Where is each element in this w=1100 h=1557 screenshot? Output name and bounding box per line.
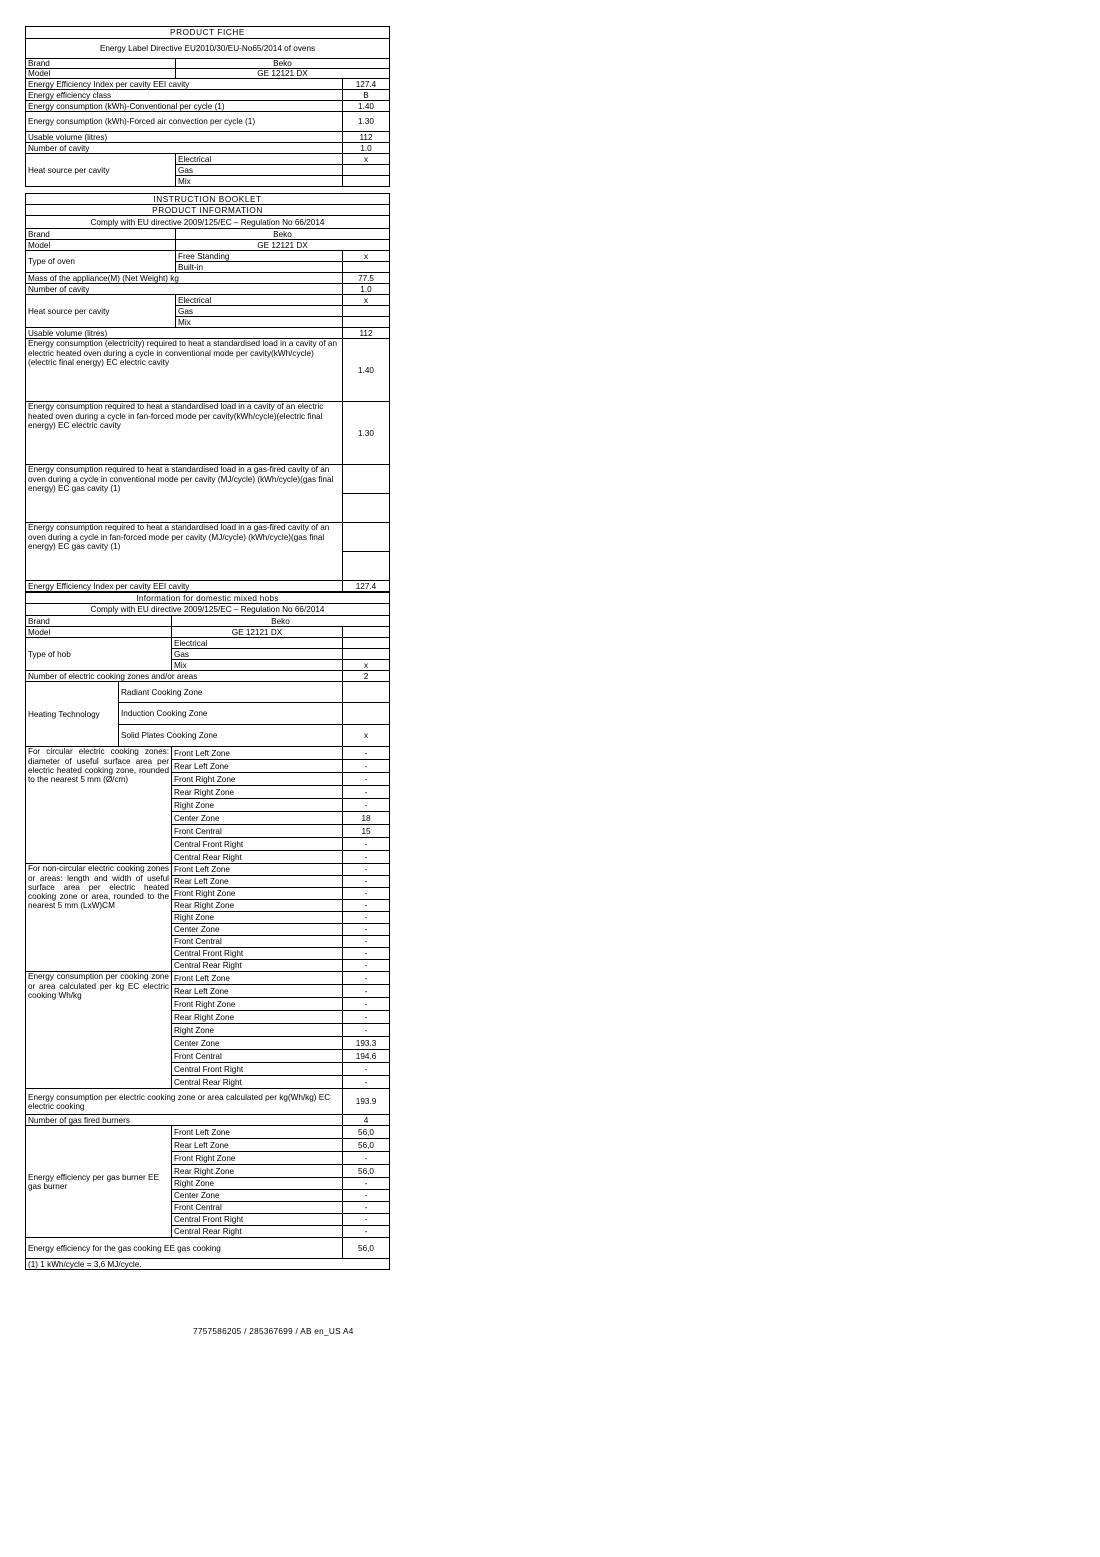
zone-value: - <box>343 985 390 998</box>
zone-value: - <box>343 1011 390 1024</box>
zone-label: Central Rear Right <box>172 851 343 864</box>
mass-label: Mass of the appliance(M) (Net Weight) kg <box>26 273 343 284</box>
energy-information-sheet <box>25 26 389 1270</box>
product-fiche-table <box>25 26 390 187</box>
gas-value <box>343 165 390 176</box>
gas-conventional-label: Energy consumption required to heat a standardised load in a gas-fired cavity of an oven during a cycle in conventional mode per cavity (MJ/cycle) (kWh/cycle)(gas final energy) EC gas cavity (1) <box>26 465 343 523</box>
zone-label: Central Front Right <box>172 948 343 960</box>
brand-label: Brand <box>26 59 176 69</box>
zone-value: - <box>343 1202 390 1214</box>
zone-value: - <box>343 864 390 876</box>
model-value: GE 12121 DX <box>172 627 343 638</box>
zone-label: Front Left Zone <box>172 1126 343 1139</box>
gas-fan-mj-value <box>343 523 390 552</box>
zone-label: Front Central <box>172 825 343 838</box>
free-standing-value: x <box>343 251 390 262</box>
zone-label: Front Left Zone <box>172 972 343 985</box>
zone-value: - <box>343 960 390 972</box>
zone-label: Central Front Right <box>172 1063 343 1076</box>
model-label: Model <box>26 69 176 79</box>
gas-fan-label: Energy consumption required to heat a standardised load in a gas-fired cavity of an oven during a cycle in fan-forced mode per cavity (MJ/cycle) (kWh/cycle)(gas final energy) EC gas cavity (1) <box>26 523 343 581</box>
mix-label: Mix <box>176 176 343 187</box>
booklet-comply: Comply with EU directive 2009/125/EC – Regulation No 66/2014 <box>26 216 390 229</box>
gas-value <box>343 649 390 660</box>
zone-value: 194.6 <box>343 1050 390 1063</box>
eei-value: 127.4 <box>343 581 390 592</box>
class-label: Energy efficiency class <box>26 90 343 101</box>
noncircular-zones-label: For non-circular electric cooking zones or areas: length and width of useful surface area per electric heated cooking zone or area, rounded to the nearest 5 mm (LxW)CM <box>26 864 172 972</box>
mix-label: Mix <box>172 660 343 671</box>
zone-value: - <box>343 773 390 786</box>
zone-label: Front Central <box>172 1202 343 1214</box>
zone-label: Front Left Zone <box>172 864 343 876</box>
heat-source-label: Heat source per cavity <box>26 295 176 328</box>
eei-value: 127.4 <box>343 79 390 90</box>
document-code: 7757586205 / 285367699 / AB en_US A4 <box>193 1327 354 1336</box>
zone-label: Front Central <box>172 936 343 948</box>
zones-count-label: Number of electric cooking zones and/or areas <box>26 671 343 682</box>
built-in-label: Built-in <box>176 262 343 273</box>
radiant-value <box>343 682 390 703</box>
booklet-title: INSTRUCTION BOOKLET <box>26 194 390 205</box>
zone-label: Rear Left Zone <box>172 876 343 888</box>
zone-value: - <box>343 747 390 760</box>
zone-value: - <box>343 1152 390 1165</box>
zone-label: Rear Right Zone <box>172 1165 343 1178</box>
average-consumption-value: 193.9 <box>343 1089 390 1115</box>
mix-label: Mix <box>176 317 343 328</box>
zone-label: Center Zone <box>172 1037 343 1050</box>
zone-label: Center Zone <box>172 924 343 936</box>
heating-technology-label: Heating Technology <box>26 682 119 747</box>
gas-efficiency-label: Energy efficiency per gas burner EE gas burner <box>26 1126 172 1238</box>
zone-label: Rear Left Zone <box>172 985 343 998</box>
brand-value: Beko <box>176 229 390 240</box>
zone-value: - <box>343 972 390 985</box>
model-value: GE 12121 DX <box>176 69 390 79</box>
cavities-label: Number of cavity <box>26 143 343 154</box>
gas-label: Gas <box>172 649 343 660</box>
gas-label: Gas <box>176 165 343 176</box>
zone-label: Central Front Right <box>172 838 343 851</box>
zone-value: 18 <box>343 812 390 825</box>
zone-value: - <box>343 1190 390 1202</box>
zone-label: Rear Left Zone <box>172 1139 343 1152</box>
brand-value: Beko <box>176 59 390 69</box>
cavities-value: 1.0 <box>343 143 390 154</box>
zone-value: - <box>343 786 390 799</box>
fiche-directive: Energy Label Directive EU2010/30/EU-No65/2014 of ovens <box>26 39 390 59</box>
zone-label: Front Left Zone <box>172 747 343 760</box>
mass-value: 77.5 <box>343 273 390 284</box>
gas-label: Gas <box>176 306 343 317</box>
hob-type-label: Type of hob <box>26 638 172 671</box>
zone-value: - <box>343 998 390 1011</box>
brand-label: Brand <box>26 616 172 627</box>
conventional-label: Energy consumption (kWh)-Conventional per cycle (1) <box>26 101 343 112</box>
zone-label: Rear Right Zone <box>172 900 343 912</box>
zone-value: - <box>343 1076 390 1089</box>
brand-value: Beko <box>172 616 390 627</box>
electrical-value: x <box>343 295 390 306</box>
gas-cooking-efficiency-value: 56,0 <box>343 1238 390 1259</box>
zone-value: - <box>343 948 390 960</box>
zone-label: Front Right Zone <box>172 1152 343 1165</box>
cavities-value: 1.0 <box>343 284 390 295</box>
electrical-label: Electrical <box>176 295 343 306</box>
gas-burners-label: Number of gas fired burners <box>26 1115 343 1126</box>
zone-label: Right Zone <box>172 1024 343 1037</box>
zone-label: Right Zone <box>172 799 343 812</box>
gas-fan-kwh-value <box>343 552 390 581</box>
zone-value: - <box>343 799 390 812</box>
zone-label: Center Zone <box>172 812 343 825</box>
mix-value <box>343 317 390 328</box>
zone-value: - <box>343 851 390 864</box>
gas-cooking-efficiency-label: Energy efficiency for the gas cooking EE gas cooking <box>26 1238 343 1259</box>
hob-title: Information for domestic mixed hobs <box>26 593 390 604</box>
oven-type-label: Type of oven <box>26 251 176 273</box>
zone-label: Front Right Zone <box>172 888 343 900</box>
zone-consumption-label: Energy consumption per cooking zone or area calculated per kg EC electric cooking Wh/kg <box>26 972 172 1089</box>
zone-label: Center Zone <box>172 1190 343 1202</box>
zone-label: Rear Left Zone <box>172 760 343 773</box>
fan-label: Energy consumption (kWh)-Forced air convection per cycle (1) <box>26 112 343 132</box>
mix-value <box>343 176 390 187</box>
circular-zones-label: For circular electric cooking zones: diameter of useful surface area per electric heated cooking zone, rounded to the nearest 5 mm (Ø/cm) <box>26 747 172 864</box>
gas-conventional-mj-value <box>343 465 390 494</box>
product-information-table <box>25 193 390 592</box>
zone-value: - <box>343 1178 390 1190</box>
zone-label: Central Rear Right <box>172 1076 343 1089</box>
fiche-title: PRODUCT FICHE <box>26 27 390 39</box>
mix-value: x <box>343 660 390 671</box>
zone-label: Right Zone <box>172 912 343 924</box>
zone-value: 56,0 <box>343 1139 390 1152</box>
zone-value: - <box>343 900 390 912</box>
electrical-label: Electrical <box>172 638 343 649</box>
class-value: B <box>343 90 390 101</box>
product-information-title: PRODUCT INFORMATION <box>26 205 390 216</box>
induction-value <box>343 703 390 725</box>
heat-source-label: Heat source per cavity <box>26 154 176 187</box>
zone-value: 193.3 <box>343 1037 390 1050</box>
zone-label: Right Zone <box>172 1178 343 1190</box>
ec-conventional-value: 1.40 <box>343 339 390 402</box>
eei-label: Energy Efficiency Index per cavity EEI cavity <box>26 79 343 90</box>
zone-value: - <box>343 1226 390 1238</box>
built-in-value <box>343 262 390 273</box>
cavities-label: Number of cavity <box>26 284 343 295</box>
zone-value: - <box>343 838 390 851</box>
volume-value: 112 <box>343 132 390 143</box>
zone-label: Front Right Zone <box>172 998 343 1011</box>
zone-value: - <box>343 1024 390 1037</box>
zone-label: Rear Right Zone <box>172 1011 343 1024</box>
gas-conventional-kwh-value <box>343 494 390 523</box>
zone-value: - <box>343 936 390 948</box>
zone-label: Central Rear Right <box>172 960 343 972</box>
fan-value: 1.30 <box>343 112 390 132</box>
solid-plates-value: x <box>343 725 390 747</box>
average-consumption-label: Energy consumption per electric cooking zone or area calculated per kg(Wh/kg) EC electric cooking <box>26 1089 343 1115</box>
conventional-value: 1.40 <box>343 101 390 112</box>
conversion-note: (1) 1 kWh/cycle = 3,6 MJ/cycle. <box>26 1259 390 1270</box>
zone-value: 56,0 <box>343 1165 390 1178</box>
volume-label: Usable volume (litres) <box>26 132 343 143</box>
zone-label: Rear Right Zone <box>172 786 343 799</box>
zone-value: - <box>343 924 390 936</box>
model-label: Model <box>26 240 176 251</box>
eei-label: Energy Efficiency Index per cavity EEI cavity <box>26 581 343 592</box>
zone-value: - <box>343 888 390 900</box>
hob-comply: Comply with EU directive 2009/125/EC – Regulation No 66/2014 <box>26 604 390 616</box>
zone-value: - <box>343 912 390 924</box>
volume-label: Usable volume (litres) <box>26 328 343 339</box>
free-standing-label: Free Standing <box>176 251 343 262</box>
zone-label: Front Central <box>172 1050 343 1063</box>
ec-fan-label: Energy consumption required to heat a standardised load in a cavity of an electric heated oven during a cycle in fan-forced mode per cavity(kWh/cycle)(electric final energy) EC electric cavity <box>26 402 343 465</box>
model-extra-cell <box>343 627 390 638</box>
zone-value: - <box>343 760 390 773</box>
zones-count-value: 2 <box>343 671 390 682</box>
solid-plates-label: Solid Plates Cooking Zone <box>119 725 343 747</box>
hob-information-table <box>25 592 390 1270</box>
model-value: GE 12121 DX <box>176 240 390 251</box>
zone-label: Front Right Zone <box>172 773 343 786</box>
zone-label: Central Rear Right <box>172 1226 343 1238</box>
zone-value: - <box>343 1214 390 1226</box>
radiant-label: Radiant Cooking Zone <box>119 682 343 703</box>
gas-value <box>343 306 390 317</box>
volume-value: 112 <box>343 328 390 339</box>
gas-burners-value: 4 <box>343 1115 390 1126</box>
brand-label: Brand <box>26 229 176 240</box>
electrical-label: Electrical <box>176 154 343 165</box>
induction-label: Induction Cooking Zone <box>119 703 343 725</box>
ec-fan-value: 1.30 <box>343 402 390 465</box>
electrical-value: x <box>343 154 390 165</box>
zone-value: 15 <box>343 825 390 838</box>
ec-conventional-label: Energy consumption (electricity) required to heat a standardised load in a cavity of an electric heated oven during a cycle in conventional mode per cavity(kWh/cycle)(electric final energy) EC electric cavity <box>26 339 343 402</box>
zone-value: - <box>343 1063 390 1076</box>
zone-value: - <box>343 876 390 888</box>
zone-value: 56,0 <box>343 1126 390 1139</box>
model-label: Model <box>26 627 172 638</box>
electrical-value <box>343 638 390 649</box>
zone-label: Central Front Right <box>172 1214 343 1226</box>
